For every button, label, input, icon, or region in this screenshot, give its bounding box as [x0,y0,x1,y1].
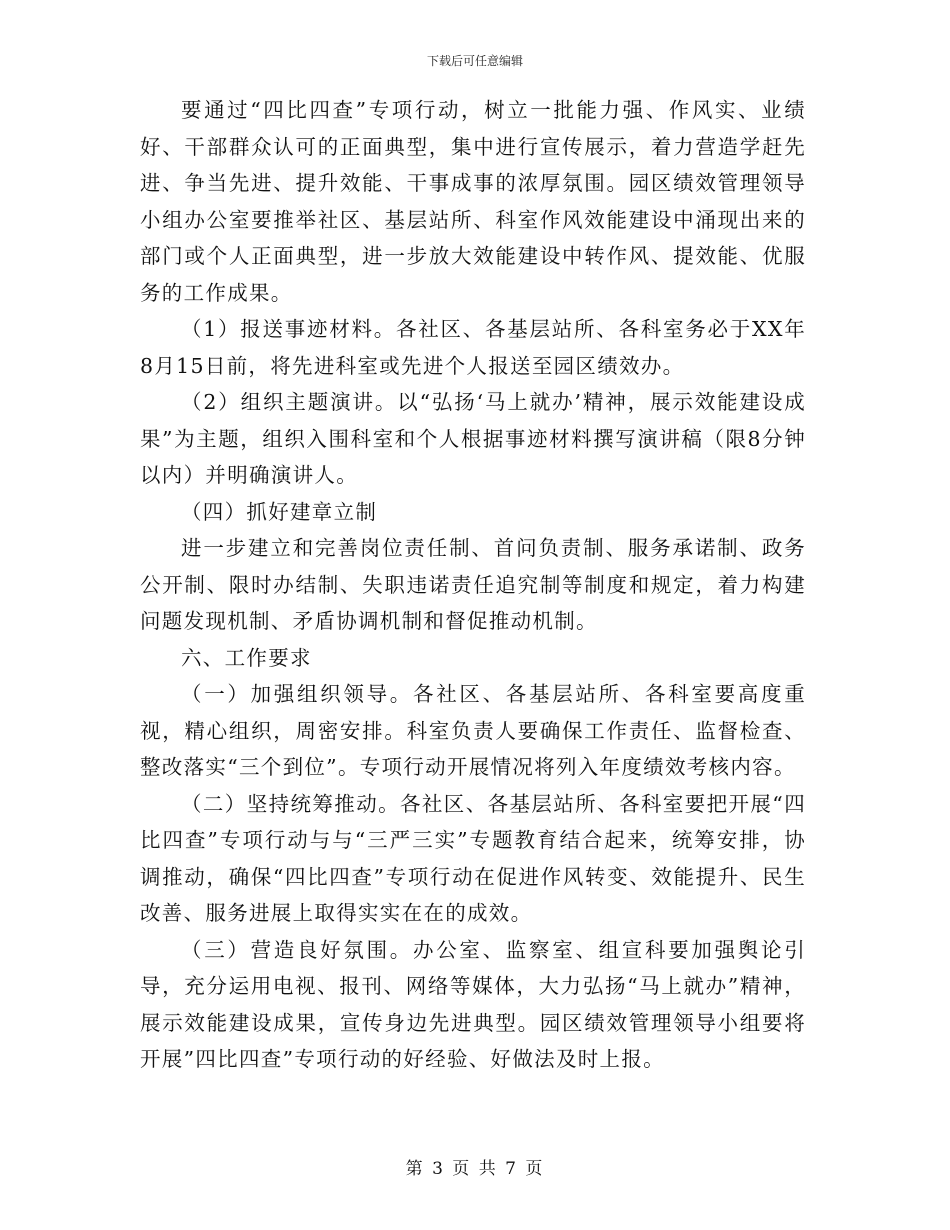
paragraph: （三）营造良好氛围。办公室、监察室、组宣科要加强舆论引导，充分运用电视、报刊、网络等媒体，大力弘扬“马上就办”精神，展示效能建设成果，宣传身边先进典型。园区绩效管理领导小组要将开展”四比四查”专项行动的好经验、好做法及时上报。 [140,937,806,1071]
document-body [140,92,806,1078]
paragraph: （一）加强组织领导。各社区、各基层站所、各科室要高度重视，精心组织，周密安排。科室负责人要确保工作责任、监督检查、整改落实“三个到位”。专项行动开展情况将列入年度绩效考核内容。 [140,682,806,779]
page-header: 下载后可任意编辑 [426,54,523,68]
section-heading: 六、工作要求 [181,645,312,670]
page-footer: 第 3 页 共 7 页 [405,1159,545,1179]
paragraph: （2）组织主题演讲。以“弘扬‘马上就办’精神，展示效能建设成果”为主题，组织入围科室和个人根据事迹材料撰写演讲稿（限8分钟以内）并明确演讲人。 [140,390,806,487]
paragraph: 进一步建立和完善岗位责任制、首问负责制、服务承诺制、政务公开制、限时办结制、失职违诺责任追究制等制度和规定，着力构建问题发现机制、矛盾协调机制和督促推动机制。 [140,536,806,633]
paragraph: 要通过“四比四查”专项行动，树立一批能力强、作风实、业绩好、干部群众认可的正面典型，集中进行宣传展示，着力营造学赶先进、争当先进、提升效能、干事成事的浓厚氛围。园区绩效管理领导小组办公室要推举社区、基层站所、科室作风效能建设中涌现出来的部门或个人正面典型，进一步放大效能建设中转作风、提效能、优服务的工作成果。 [140,98,806,305]
section-heading: （四）抓好建章立制 [181,499,378,524]
paragraph: （1）报送事迹材料。各社区、各基层站所、各科室务必于XX年8月15日前，将先进科室或先进个人报送至园区绩效办。 [140,317,806,378]
paragraph: （二）坚持统筹推动。各社区、各基层站所、各科室要把开展“四比四查”专项行动与与“三严三实”专题教育结合起来，统筹安排，协调推动，确保“四比四查”专项行动在促进作风转变、效能提升、民生改善、服务进展上取得实实在在的成效。 [140,791,806,925]
